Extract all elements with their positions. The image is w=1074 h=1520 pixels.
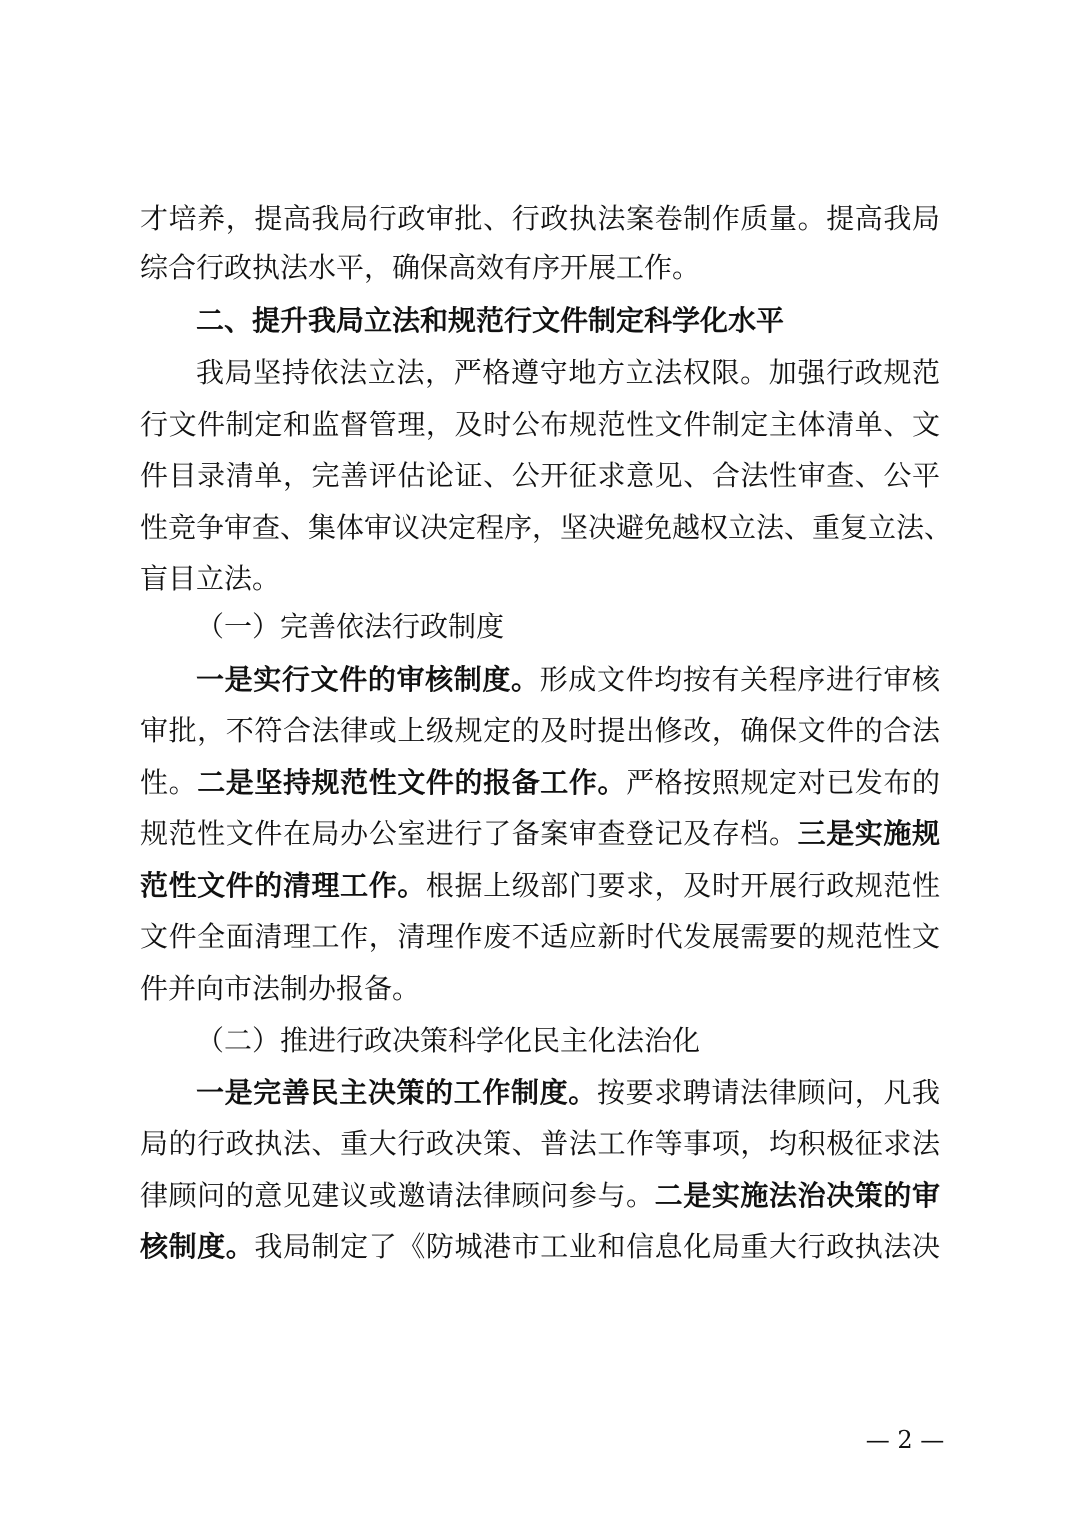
body-text: 律顾问的意见建议或邀请法律顾问参与。 — [140, 1179, 655, 1212]
body-line — [196, 655, 940, 705]
body-line: 审批，不符合法律或上级规定的及时提出修改，确保文件的合法 — [140, 714, 940, 747]
body-line: 件并向市法制办报备。 — [140, 972, 421, 1005]
body-line — [140, 809, 940, 859]
body-text: 性。 — [140, 766, 198, 799]
emphasis-text: 二是坚持规范性文件的报备工作。 — [197, 766, 627, 799]
emphasis-text: 一是实行文件的审核制度。 — [196, 663, 540, 696]
emphasis-text: 三是实施规 — [797, 817, 940, 850]
body-line — [140, 758, 940, 808]
emphasis-text: 范性文件的清理工作。 — [140, 869, 426, 902]
body-line — [140, 861, 940, 911]
subsection-heading: （一）完善依法行政制度 — [196, 610, 505, 643]
body-line: 局的行政执法、重大行政决策、普法工作等事项，均积极征求法 — [140, 1127, 940, 1160]
body-line: 文件全面清理工作，清理作废不适应新时代发展需要的规范性文 — [140, 920, 940, 953]
body-line: 性竞争审查、集体审议决定程序，坚决避免越权立法、重复立法、 — [140, 511, 953, 544]
body-line: 盲目立法。 — [140, 562, 281, 595]
emphasis-text: 核制度。 — [140, 1230, 255, 1263]
body-line — [196, 1068, 940, 1118]
subsection-heading: （二）推进行政决策科学化民主化法治化 — [196, 1024, 701, 1057]
body-line: 我局坚持依法立法，严格遵守地方立法权限。加强行政规范 — [196, 356, 940, 389]
body-text: 规范性文件在局办公室进行了备案审查登记及存档。 — [140, 817, 798, 850]
body-text: 形成文件均按有关程序进行审核 — [539, 663, 940, 696]
section-heading: 二、提升我局立法和规范行文件制定科学化水平 — [196, 304, 785, 337]
body-text: 严格按照规定对已发布的 — [626, 766, 940, 799]
body-text: 根据上级部门要求，及时开展行政规范性 — [425, 869, 940, 902]
body-line: 综合行政执法水平，确保高效有序开展工作。 — [140, 251, 701, 284]
page-number: — 2 — — [865, 1426, 945, 1454]
body-line: 才培养，提高我局行政审批、行政执法案卷制作质量。提高我局 — [140, 202, 940, 235]
body-text: 按要求聘请法律顾问，凡我 — [596, 1076, 940, 1109]
emphasis-text: 一是完善民主决策的工作制度。 — [196, 1076, 597, 1109]
body-text: 我局制定了《防城港市工业和信息化局重大行政执法决 — [254, 1230, 940, 1263]
body-line: 行文件制定和监督管理，及时公布规范性文件制定主体清单、文 — [140, 408, 940, 441]
body-line — [140, 1171, 940, 1221]
body-line — [140, 1222, 940, 1272]
emphasis-text: 二是实施法治决策的审 — [654, 1179, 940, 1212]
body-line: 件目录清单，完善评估论证、公开征求意见、合法性审查、公平 — [140, 459, 940, 492]
